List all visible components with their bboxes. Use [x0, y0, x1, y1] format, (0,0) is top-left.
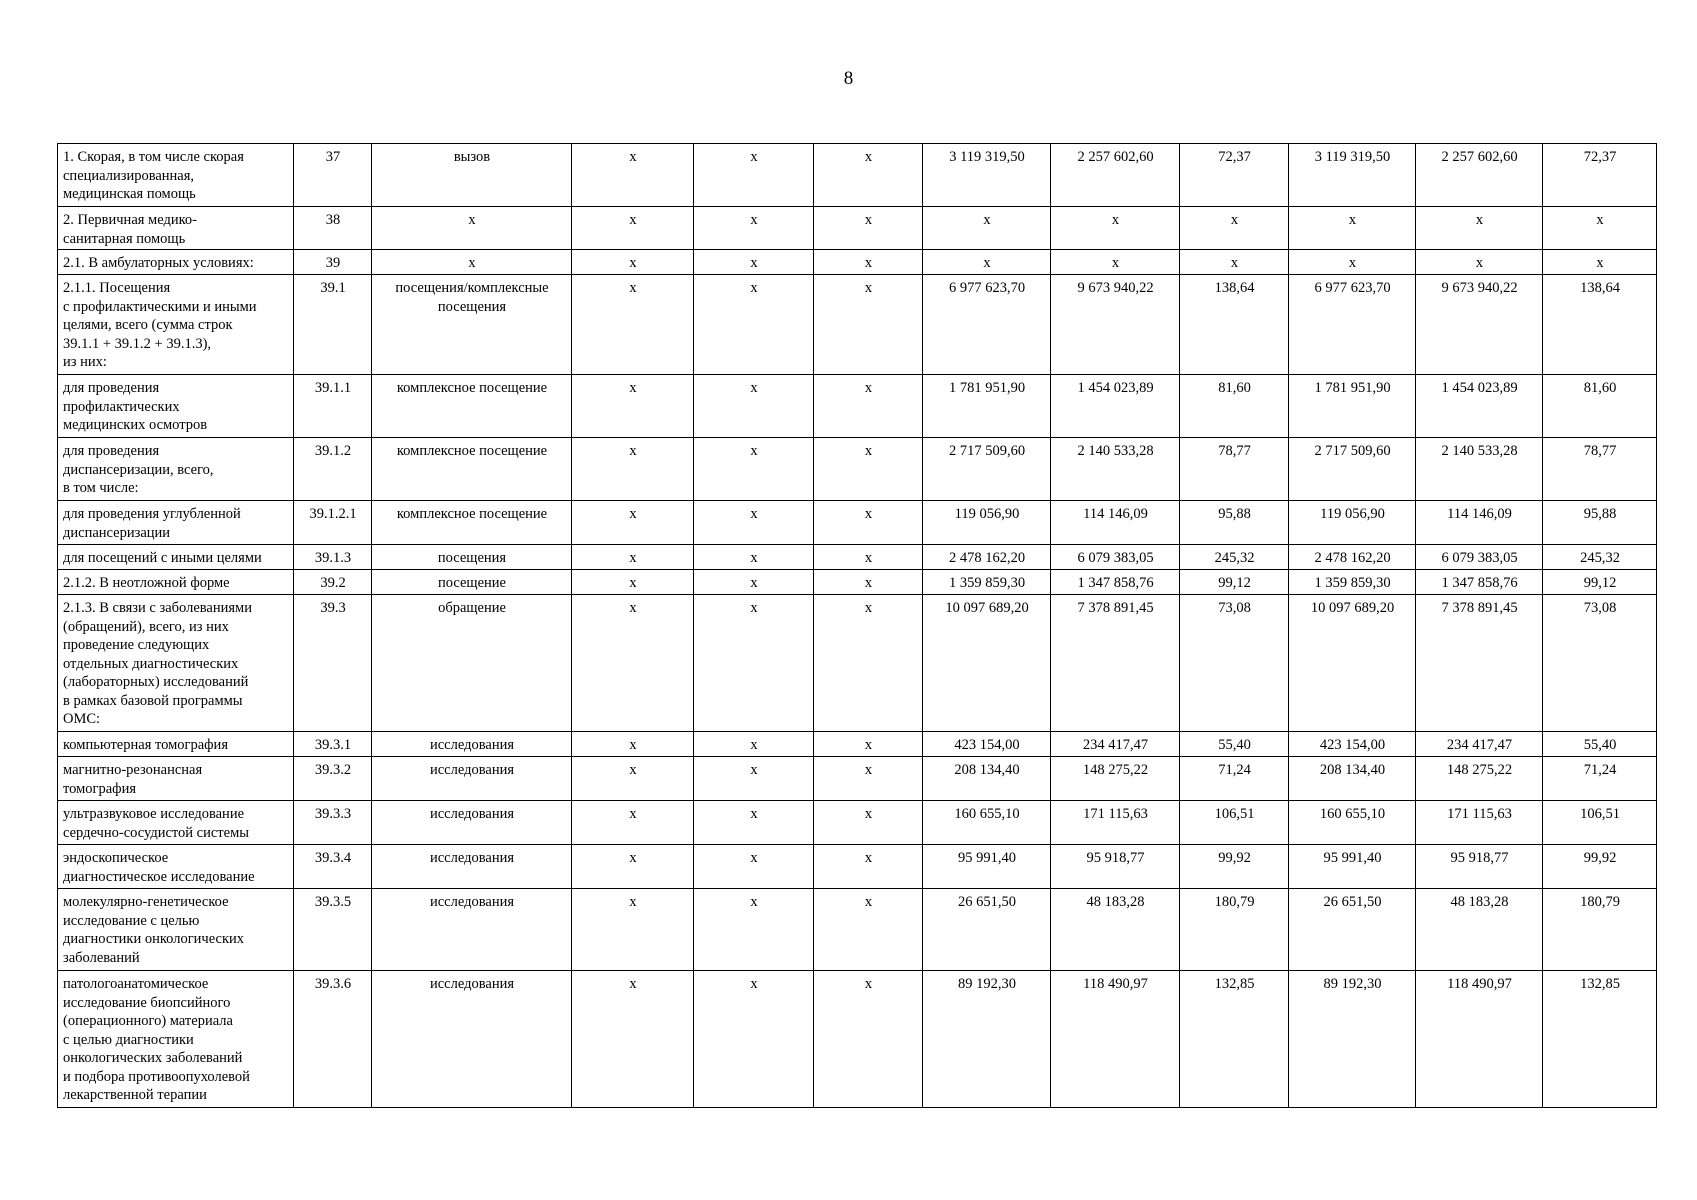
cell-col-10: 89 192,30 — [1289, 971, 1416, 1108]
cell-col-12: 95,88 — [1543, 501, 1657, 545]
cell-name: молекулярно-генетическое исследование с целью диагностики онкологических заболеваний — [58, 889, 294, 971]
cell-col-4: х — [572, 250, 694, 275]
cell-col-9: 71,24 — [1180, 757, 1289, 801]
cell-name: эндоскопическое диагностическое исследование — [58, 845, 294, 889]
cell-row-code: 39.3.6 — [294, 971, 372, 1108]
cell-row-code: 39.3.5 — [294, 889, 372, 971]
cell-col-4: х — [572, 207, 694, 250]
cell-col-5: х — [694, 144, 814, 207]
cell-col-4: х — [572, 845, 694, 889]
cell-col-9: 72,37 — [1180, 144, 1289, 207]
cell-col-9: 132,85 — [1180, 971, 1289, 1108]
cell-unit: исследования — [372, 889, 572, 971]
cell-col-9: 245,32 — [1180, 545, 1289, 570]
table-row — [58, 732, 1657, 757]
cell-col-9: 138,64 — [1180, 275, 1289, 375]
cell-col-11: 6 079 383,05 — [1416, 545, 1543, 570]
cell-row-code: 39.1.2 — [294, 438, 372, 501]
cell-col-12: х — [1543, 207, 1657, 250]
cell-col-10: 2 717 509,60 — [1289, 438, 1416, 501]
cell-col-7: 423 154,00 — [923, 732, 1051, 757]
cell-col-9: 106,51 — [1180, 801, 1289, 845]
cell-col-12: х — [1543, 250, 1657, 275]
cell-col-11: 171 115,63 — [1416, 801, 1543, 845]
cell-name: для проведения профилактических медицинских осмотров — [58, 375, 294, 438]
cell-col-4: х — [572, 501, 694, 545]
cell-unit: вызов — [372, 144, 572, 207]
table-row — [58, 889, 1657, 971]
cell-unit: комплексное посещение — [372, 438, 572, 501]
cell-col-6: х — [814, 595, 923, 732]
cell-unit: комплексное посещение — [372, 501, 572, 545]
cell-name: 2.1.3. В связи с заболеваниями (обращений), всего, из них проведение следующих отдельных диагностических (лабораторных) исследований в рамках базовой программы ОМС: — [58, 595, 294, 732]
cell-col-12: 55,40 — [1543, 732, 1657, 757]
cell-col-8: 234 417,47 — [1051, 732, 1180, 757]
cell-col-8: 148 275,22 — [1051, 757, 1180, 801]
cell-col-4: х — [572, 144, 694, 207]
cell-col-10: 95 991,40 — [1289, 845, 1416, 889]
cell-col-9: 180,79 — [1180, 889, 1289, 971]
cell-unit: посещения — [372, 545, 572, 570]
cell-col-11: х — [1416, 250, 1543, 275]
cell-col-5: х — [694, 545, 814, 570]
table-row — [58, 438, 1657, 501]
cell-col-12: 132,85 — [1543, 971, 1657, 1108]
cell-col-6: х — [814, 971, 923, 1108]
cell-col-4: х — [572, 889, 694, 971]
cell-col-4: х — [572, 595, 694, 732]
table-row — [58, 144, 1657, 207]
cell-col-10: 119 056,90 — [1289, 501, 1416, 545]
cell-col-8: 171 115,63 — [1051, 801, 1180, 845]
cell-col-11: 114 146,09 — [1416, 501, 1543, 545]
cell-col-8: 1 347 858,76 — [1051, 570, 1180, 595]
cell-row-code: 39.1.2.1 — [294, 501, 372, 545]
cell-col-7: 95 991,40 — [923, 845, 1051, 889]
cell-col-6: х — [814, 501, 923, 545]
cell-col-4: х — [572, 275, 694, 375]
cell-row-code: 39.3.2 — [294, 757, 372, 801]
table-body — [58, 144, 1657, 1108]
cell-col-5: х — [694, 801, 814, 845]
cell-col-4: х — [572, 375, 694, 438]
table-row — [58, 845, 1657, 889]
data-table — [57, 143, 1657, 1108]
cell-col-11: 2 257 602,60 — [1416, 144, 1543, 207]
cell-col-6: х — [814, 275, 923, 375]
cell-col-12: 138,64 — [1543, 275, 1657, 375]
cell-col-12: 180,79 — [1543, 889, 1657, 971]
table-row — [58, 545, 1657, 570]
cell-col-4: х — [572, 570, 694, 595]
cell-col-8: 95 918,77 — [1051, 845, 1180, 889]
cell-col-11: 234 417,47 — [1416, 732, 1543, 757]
cell-col-10: 1 781 951,90 — [1289, 375, 1416, 438]
cell-col-8: 1 454 023,89 — [1051, 375, 1180, 438]
cell-row-code: 39 — [294, 250, 372, 275]
cell-col-12: 72,37 — [1543, 144, 1657, 207]
cell-col-6: х — [814, 144, 923, 207]
cell-col-7: х — [923, 207, 1051, 250]
cell-name: для проведения диспансеризации, всего, в том числе: — [58, 438, 294, 501]
cell-col-12: 78,77 — [1543, 438, 1657, 501]
cell-col-11: 1 454 023,89 — [1416, 375, 1543, 438]
table-row — [58, 757, 1657, 801]
cell-col-12: 99,12 — [1543, 570, 1657, 595]
cell-name: компьютерная томография — [58, 732, 294, 757]
cell-col-4: х — [572, 971, 694, 1108]
cell-col-10: 2 478 162,20 — [1289, 545, 1416, 570]
cell-col-8: 2 140 533,28 — [1051, 438, 1180, 501]
cell-name: 2.1.2. В неотложной форме — [58, 570, 294, 595]
cell-col-10: 6 977 623,70 — [1289, 275, 1416, 375]
cell-col-8: 7 378 891,45 — [1051, 595, 1180, 732]
cell-unit: х — [372, 207, 572, 250]
cell-col-5: х — [694, 889, 814, 971]
cell-name: для посещений с иными целями — [58, 545, 294, 570]
cell-name: 2. Первичная медико- санитарная помощь — [58, 207, 294, 250]
cell-col-7: 6 977 623,70 — [923, 275, 1051, 375]
cell-col-8: 9 673 940,22 — [1051, 275, 1180, 375]
cell-col-10: х — [1289, 250, 1416, 275]
cell-unit: исследования — [372, 801, 572, 845]
cell-unit: исследования — [372, 845, 572, 889]
table-row — [58, 375, 1657, 438]
cell-col-7: 160 655,10 — [923, 801, 1051, 845]
cell-col-9: 81,60 — [1180, 375, 1289, 438]
cell-unit: исследования — [372, 732, 572, 757]
cell-col-8: 118 490,97 — [1051, 971, 1180, 1108]
cell-col-12: 106,51 — [1543, 801, 1657, 845]
cell-col-10: 1 359 859,30 — [1289, 570, 1416, 595]
cell-row-code: 39.3.1 — [294, 732, 372, 757]
cell-col-6: х — [814, 250, 923, 275]
cell-name: патологоанатомическое исследование биопсийного (операционного) материала с целью диагностики онкологических заболеваний и подбора противоопухолевой лекарственной терапии — [58, 971, 294, 1108]
cell-col-11: 2 140 533,28 — [1416, 438, 1543, 501]
cell-row-code: 39.1.1 — [294, 375, 372, 438]
cell-col-7: 208 134,40 — [923, 757, 1051, 801]
cell-row-code: 37 — [294, 144, 372, 207]
cell-col-6: х — [814, 438, 923, 501]
cell-col-8: х — [1051, 207, 1180, 250]
cell-col-5: х — [694, 757, 814, 801]
cell-col-8: х — [1051, 250, 1180, 275]
cell-col-6: х — [814, 570, 923, 595]
table-row — [58, 971, 1657, 1108]
cell-col-5: х — [694, 250, 814, 275]
cell-name: 2.1. В амбулаторных условиях: — [58, 250, 294, 275]
cell-name: магнитно-резонансная томография — [58, 757, 294, 801]
cell-col-5: х — [694, 595, 814, 732]
table-row — [58, 501, 1657, 545]
cell-col-11: 95 918,77 — [1416, 845, 1543, 889]
cell-col-9: х — [1180, 250, 1289, 275]
cell-col-11: 118 490,97 — [1416, 971, 1543, 1108]
cell-col-5: х — [694, 438, 814, 501]
cell-col-12: 71,24 — [1543, 757, 1657, 801]
cell-row-code: 39.1 — [294, 275, 372, 375]
cell-col-10: х — [1289, 207, 1416, 250]
cell-unit: посещения/комплексные посещения — [372, 275, 572, 375]
cell-unit: исследования — [372, 757, 572, 801]
table-row — [58, 207, 1657, 250]
cell-col-8: 2 257 602,60 — [1051, 144, 1180, 207]
cell-row-code: 39.1.3 — [294, 545, 372, 570]
cell-col-7: 2 478 162,20 — [923, 545, 1051, 570]
cell-col-9: 95,88 — [1180, 501, 1289, 545]
table-row — [58, 250, 1657, 275]
cell-col-12: 99,92 — [1543, 845, 1657, 889]
cell-col-4: х — [572, 438, 694, 501]
cell-col-12: 73,08 — [1543, 595, 1657, 732]
cell-unit: комплексное посещение — [372, 375, 572, 438]
cell-col-6: х — [814, 845, 923, 889]
cell-col-11: 7 378 891,45 — [1416, 595, 1543, 732]
cell-name: 1. Скорая, в том числе скорая специализированная, медицинская помощь — [58, 144, 294, 207]
cell-col-9: 99,12 — [1180, 570, 1289, 595]
cell-col-10: 160 655,10 — [1289, 801, 1416, 845]
cell-col-7: 26 651,50 — [923, 889, 1051, 971]
cell-col-5: х — [694, 375, 814, 438]
table-row — [58, 595, 1657, 732]
cell-unit: х — [372, 250, 572, 275]
cell-col-4: х — [572, 545, 694, 570]
cell-col-9: 99,92 — [1180, 845, 1289, 889]
cell-col-11: 48 183,28 — [1416, 889, 1543, 971]
cell-col-9: 78,77 — [1180, 438, 1289, 501]
cell-col-7: х — [923, 250, 1051, 275]
cell-col-7: 1 781 951,90 — [923, 375, 1051, 438]
cell-col-11: 9 673 940,22 — [1416, 275, 1543, 375]
cell-row-code: 39.3 — [294, 595, 372, 732]
cell-col-6: х — [814, 732, 923, 757]
cell-col-5: х — [694, 207, 814, 250]
cell-row-code: 38 — [294, 207, 372, 250]
cell-col-5: х — [694, 732, 814, 757]
table-row — [58, 801, 1657, 845]
cell-col-7: 89 192,30 — [923, 971, 1051, 1108]
cell-row-code: 39.3.4 — [294, 845, 372, 889]
table-row — [58, 570, 1657, 595]
cell-col-6: х — [814, 207, 923, 250]
cell-col-5: х — [694, 845, 814, 889]
cell-col-7: 1 359 859,30 — [923, 570, 1051, 595]
cell-col-6: х — [814, 375, 923, 438]
table-row — [58, 275, 1657, 375]
page-number: 8 — [843, 68, 854, 89]
cell-col-8: 114 146,09 — [1051, 501, 1180, 545]
cell-name: ультразвуковое исследование сердечно-сосудистой системы — [58, 801, 294, 845]
cell-col-6: х — [814, 545, 923, 570]
cell-col-6: х — [814, 757, 923, 801]
cell-col-10: 208 134,40 — [1289, 757, 1416, 801]
cell-col-7: 10 097 689,20 — [923, 595, 1051, 732]
cell-unit: обращение — [372, 595, 572, 732]
cell-row-code: 39.2 — [294, 570, 372, 595]
cell-col-8: 6 079 383,05 — [1051, 545, 1180, 570]
cell-col-11: х — [1416, 207, 1543, 250]
cell-col-6: х — [814, 889, 923, 971]
cell-row-code: 39.3.3 — [294, 801, 372, 845]
cell-unit: посещение — [372, 570, 572, 595]
cell-name: 2.1.1. Посещения с профилактическими и иными целями, всего (сумма строк 39.1.1 + 39.1.2 + 39.1.3), из них: — [58, 275, 294, 375]
cell-col-10: 3 119 319,50 — [1289, 144, 1416, 207]
cell-col-10: 26 651,50 — [1289, 889, 1416, 971]
cell-col-4: х — [572, 732, 694, 757]
cell-col-5: х — [694, 501, 814, 545]
cell-col-7: 3 119 319,50 — [923, 144, 1051, 207]
cell-col-10: 423 154,00 — [1289, 732, 1416, 757]
cell-col-7: 119 056,90 — [923, 501, 1051, 545]
cell-col-6: х — [814, 801, 923, 845]
cell-col-12: 245,32 — [1543, 545, 1657, 570]
cell-col-9: 73,08 — [1180, 595, 1289, 732]
cell-col-4: х — [572, 801, 694, 845]
cell-col-5: х — [694, 570, 814, 595]
cell-col-7: 2 717 509,60 — [923, 438, 1051, 501]
cell-col-9: х — [1180, 207, 1289, 250]
cell-name: для проведения углубленной диспансеризации — [58, 501, 294, 545]
cell-col-11: 148 275,22 — [1416, 757, 1543, 801]
cell-col-9: 55,40 — [1180, 732, 1289, 757]
cell-unit: исследования — [372, 971, 572, 1108]
cell-col-5: х — [694, 275, 814, 375]
cell-col-4: х — [572, 757, 694, 801]
cell-col-11: 1 347 858,76 — [1416, 570, 1543, 595]
cell-col-5: х — [694, 971, 814, 1108]
cell-col-8: 48 183,28 — [1051, 889, 1180, 971]
cell-col-10: 10 097 689,20 — [1289, 595, 1416, 732]
cell-col-12: 81,60 — [1543, 375, 1657, 438]
